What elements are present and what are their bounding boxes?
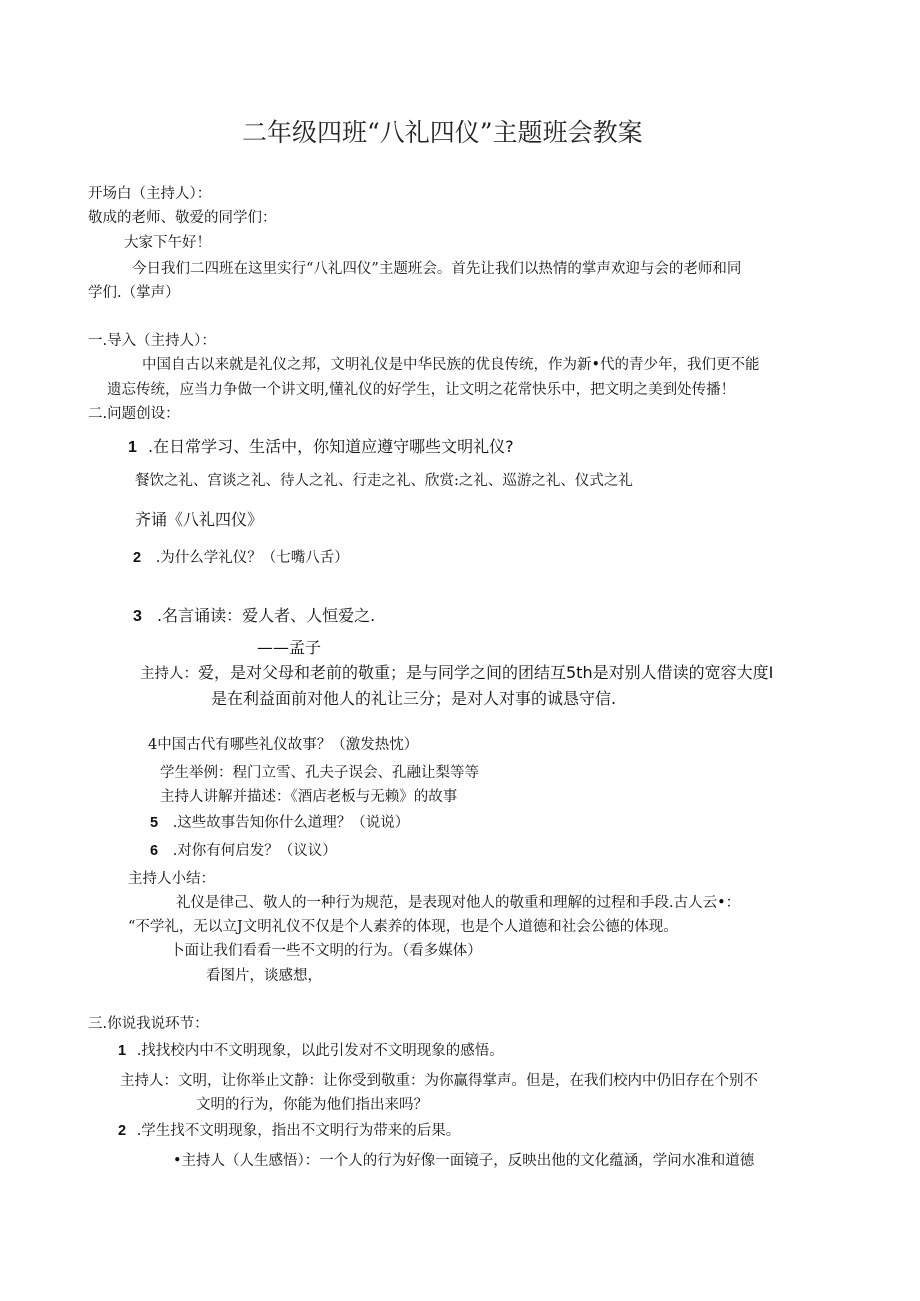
question-3-number: 3	[133, 608, 142, 625]
section2-heading: 二.问题创设：	[88, 406, 180, 422]
summary-line2: “不学礼，无以立J文明礼仪不仅是个人素养的体现，也是个人道德和社会公德的体现。	[128, 919, 678, 935]
question-4-student-examples: 学生举例：程门立雪、孔夫子误会、孔融让梨等等	[160, 765, 479, 781]
host-comment-text1: 爱，是对父母和老前的敬重；是与同学之间的团结互5th是对别人借读的宽容大度I	[198, 663, 774, 682]
section1-paragraph-line2: 遗忘传统，应当力争做一个讲文明,懂礼仪的好学生，让文明之花常快乐中，把文明之美到处传播！	[107, 382, 736, 398]
section3-item-1-text: .找找校内中不文明现象，以此引发对不文明现象的感悟。	[136, 1043, 504, 1059]
question-3	[133, 606, 375, 627]
opening-heading: 开场白（主持人）：	[88, 186, 212, 202]
question-2	[133, 548, 349, 568]
question-6	[150, 841, 337, 861]
opening-greeting: 敬成的老师、敬爱的同学们：	[88, 210, 277, 226]
question-3-text: .名言诵读：爱人者、人恒爱之.	[157, 606, 376, 625]
question-1-number: 1	[128, 439, 137, 456]
section3-item-1-number: 1	[118, 1043, 127, 1059]
section3-item-2-number: 2	[118, 1123, 127, 1139]
section3-reflection: •主持人（人生感悟）：一个人的行为好像一面镜子，反映出他的文化蕴涵，学问水准和道德	[173, 1153, 755, 1169]
host-comment-line2: 是在利益面前对他人的礼让三分；是对人对事的诚恳守信.	[211, 689, 617, 708]
question-6-text: .对你有何启发？（议议）	[172, 843, 337, 859]
question-5	[150, 813, 409, 833]
question-2-text: .为什么学礼仪？（七嘴八舌）	[155, 550, 349, 566]
page-title: 二年级四班“八礼四仪”主题班会教案	[242, 118, 643, 147]
section3-host-line1: 主持人：文明，让你举止文静：让你受到敬重：为你赢得掌声。但是，在我们校内中仍旧存在个别不	[120, 1073, 758, 1089]
summary-heading: 主持人小结：	[128, 871, 215, 887]
quote-author: ——孟子	[257, 638, 322, 657]
opening-intro-line1: 今日我们二四班在这里实行“八礼四仪”主题班会。首先让我们以热情的掌声欢迎与会的老师和同	[132, 261, 742, 277]
question-2-number: 2	[133, 550, 142, 566]
question-1-text: .在日常学习、生活中，你知道应遵守哪些文明礼仪?	[148, 437, 514, 456]
question-4-host-story: 主持人讲解并描述：《酒店老板与无赖》的故事	[160, 789, 458, 805]
host-comment-line1	[140, 663, 773, 684]
question-4: 4中国古代有哪些礼仪故事？（激发热忱）	[148, 737, 419, 753]
section1-paragraph-line1: 中国自古以来就是礼仪之邦，文明礼仪是中华民族的优良传统，作为新•代的青少年，我们更不能	[142, 357, 760, 373]
summary-line1: 礼仪是律己、敬人的一种行为规范，是表现对他人的敬重和理解的过程和手段.古人云•：	[176, 895, 741, 911]
host-label: 主持人：	[140, 666, 198, 682]
summary-line3: 卜面让我们看看一些不文明的行为。（看多媒体）	[170, 943, 482, 959]
section3-item-2	[118, 1121, 460, 1141]
summary-line4: 看图片，谈感想，	[206, 968, 322, 984]
recite-line: 齐诵《八礼四仪》	[135, 510, 264, 529]
section1-heading: 一.导入（主持人）：	[88, 333, 216, 349]
section3-heading: 三.你说我说环节：	[88, 1016, 209, 1032]
question-5-text: .这些故事告知你什么道理？（说说）	[172, 815, 410, 831]
question-5-number: 5	[150, 815, 159, 831]
opening-hello: 大家下午好！	[124, 235, 211, 251]
opening-intro-line2: 学们.（掌声）	[88, 285, 180, 301]
section3-item-2-text: .学生找不文明现象，指出不文明行为带来的后果。	[136, 1123, 461, 1139]
question-1	[128, 437, 514, 458]
section3-item-1	[118, 1041, 504, 1061]
question-6-number: 6	[150, 843, 159, 859]
question-1-answer: 餐饮之礼、宫谈之礼、待人之礼、行走之礼、欣赏:之礼、巡游之礼、仪式之礼	[135, 473, 633, 489]
section3-host-line2: 文明的行为，你能为他们指出来吗？	[196, 1097, 428, 1113]
